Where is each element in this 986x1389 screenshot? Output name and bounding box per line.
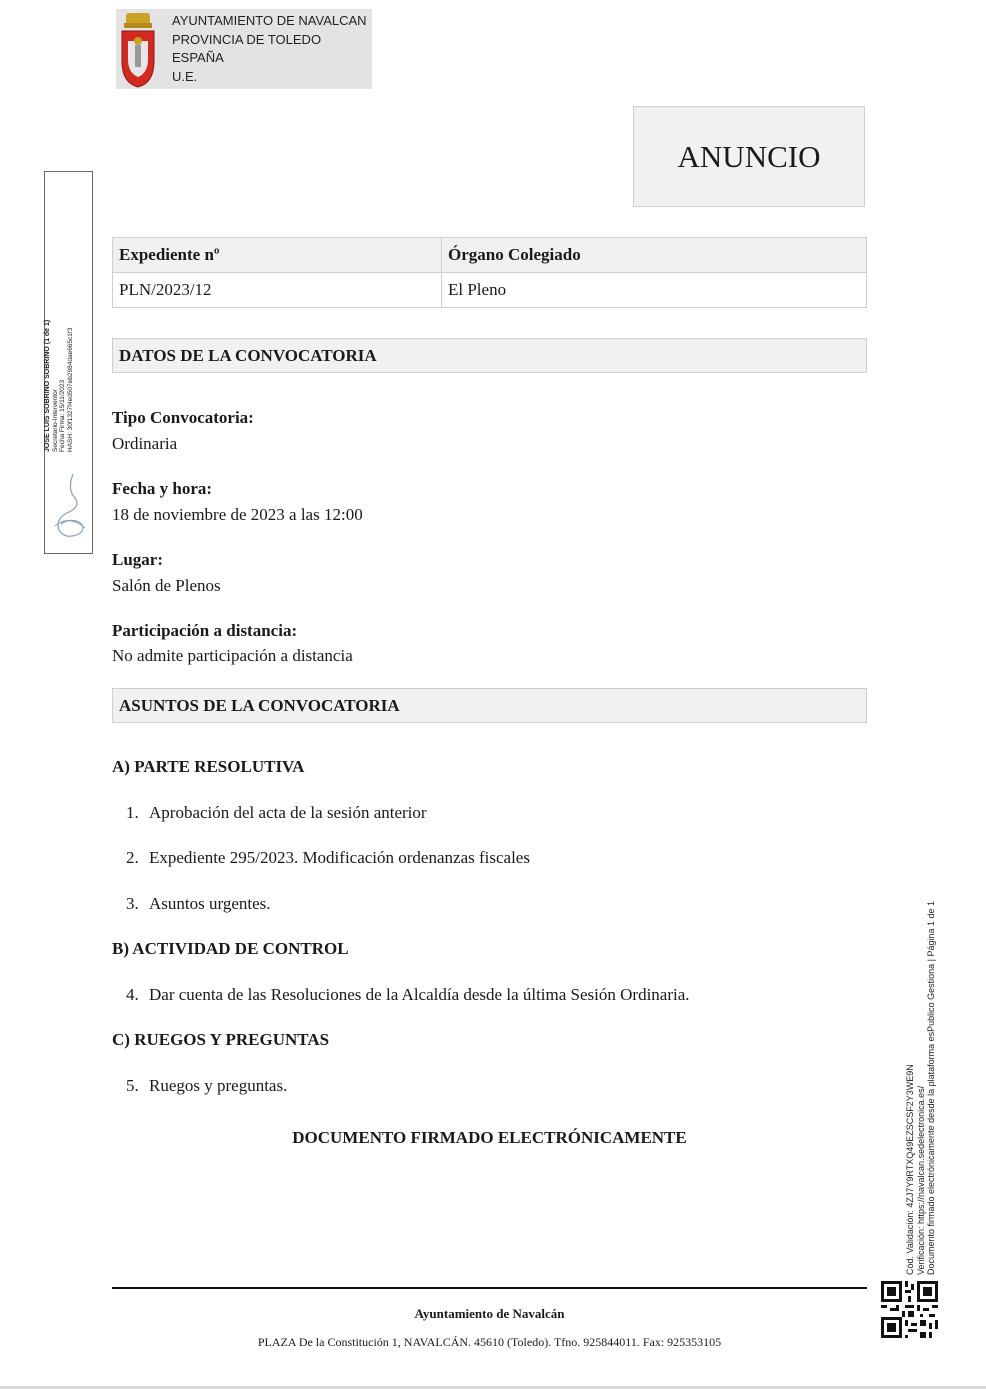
header-line: U.E. bbox=[172, 68, 198, 84]
header-line: PROVINCIA DE TOLEDO bbox=[172, 31, 322, 47]
field-value: No admite participación a distancia bbox=[112, 646, 353, 665]
section-asuntos-heading: ASUNTOS DE LA CONVOCATORIA bbox=[112, 688, 867, 723]
validation-code: Cód. Validación: 4ZJ7Y9RTXQ49EZSCSF2Y3WE9N bbox=[905, 1064, 915, 1275]
field-value: Ordinaria bbox=[112, 434, 178, 453]
field-label: Fecha y hora: bbox=[112, 479, 213, 498]
coat-of-arms-logo bbox=[116, 11, 160, 89]
header-line: AYUNTAMIENTO DE NAVALCAN bbox=[172, 13, 367, 28]
list-item bbox=[126, 1076, 287, 1096]
footer-name: Ayuntamiento de Navalcán bbox=[414, 1306, 565, 1321]
validation-url: Verificación: https://navalcan.sedelectronica.es/ bbox=[915, 1085, 926, 1275]
handwritten-signature-icon bbox=[49, 468, 89, 542]
list-item bbox=[126, 985, 690, 1005]
expediente-table bbox=[112, 237, 867, 308]
table-header-cell: Órgano Colegiado bbox=[442, 238, 867, 273]
table-cell: PLN/2023/12 bbox=[113, 273, 442, 308]
item-text: Ruegos y preguntas. bbox=[149, 1076, 288, 1095]
validation-text bbox=[905, 901, 937, 1275]
signature-hash: HASH: 30f1327f4ed507eb2984dae665c1f3 bbox=[66, 327, 74, 452]
footer-address: PLAZA De la Constitución 1, NAVALCÁN. 45610 (Toledo). Tfno. 925844011. Fax: 925353105 bbox=[257, 1335, 722, 1349]
item-number: 5. bbox=[126, 1076, 139, 1095]
document-title: ANUNCIO bbox=[633, 106, 865, 207]
field-label: Tipo Convocatoria: bbox=[112, 408, 254, 427]
part-heading: A) PARTE RESOLUTIVA bbox=[112, 757, 305, 776]
section-datos-heading: DATOS DE LA CONVOCATORIA bbox=[112, 338, 867, 373]
part-heading: C) RUEGOS Y PREGUNTAS bbox=[112, 1030, 330, 1049]
signer-role: Secretario-Interventor bbox=[51, 389, 59, 452]
item-number: 4. bbox=[126, 985, 139, 1004]
item-number: 1. bbox=[126, 803, 139, 822]
item-number: 3. bbox=[126, 894, 139, 913]
qr-code-icon bbox=[881, 1281, 938, 1338]
signature-date: Fecha Firma: 15/11/2023 bbox=[59, 379, 67, 452]
field-value: 18 de noviembre de 2023 a las 12:00 bbox=[112, 505, 363, 524]
signed-note: DOCUMENTO FIRMADO ELECTRÓNICAMENTE bbox=[292, 1128, 687, 1147]
list-item bbox=[126, 803, 427, 823]
item-text: Asuntos urgentes. bbox=[149, 894, 271, 913]
item-text: Expediente 295/2023. Modificación ordenanzas fiscales bbox=[149, 848, 530, 867]
list-item bbox=[126, 848, 530, 868]
list-item bbox=[126, 894, 271, 914]
part-heading: B) ACTIVIDAD DE CONTROL bbox=[112, 939, 349, 958]
validation-platform: Documento firmado electrónicamente desde la plataforma esPublico Gestiona | Página 1 de 1 bbox=[926, 900, 936, 1275]
signature-stamp-text bbox=[44, 300, 74, 452]
signer-name: JOSE LUIS SOBRINO SOBRINO (1 de 1) bbox=[44, 319, 51, 452]
table-row bbox=[113, 273, 867, 308]
field-value: Salón de Plenos bbox=[112, 576, 221, 595]
field-label: Lugar: bbox=[112, 550, 163, 569]
header-lines bbox=[172, 12, 367, 86]
footer-divider bbox=[112, 1287, 867, 1289]
item-text: Aprobación del acta de la sesión anterior bbox=[149, 803, 427, 822]
field-label: Participación a distancia: bbox=[112, 621, 298, 640]
table-cell: El Pleno bbox=[442, 273, 867, 308]
header-line: ESPAÑA bbox=[172, 50, 224, 65]
item-text: Dar cuenta de las Resoluciones de la Alcaldía desde la última Sesión Ordinaria. bbox=[149, 985, 690, 1004]
table-header-cell: Expediente nº bbox=[113, 238, 442, 273]
item-number: 2. bbox=[126, 848, 139, 867]
table-header-row bbox=[113, 238, 867, 273]
